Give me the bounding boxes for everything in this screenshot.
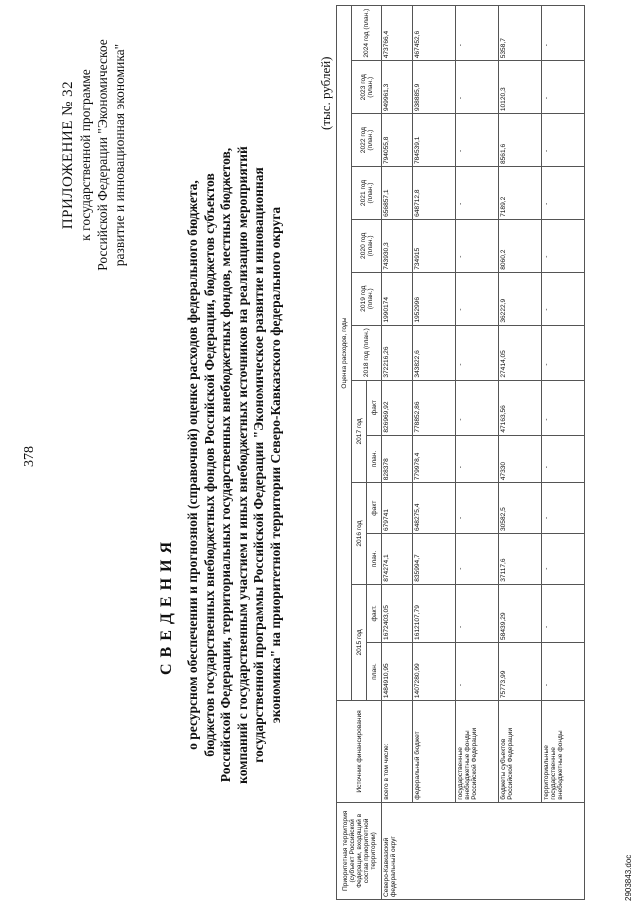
value-cell: 828378 (382, 435, 413, 483)
header-2016: 2016 год (352, 483, 367, 585)
value-cell: 372216,26 (382, 325, 413, 380)
value-cell: 648275,4 (413, 483, 456, 534)
value-cell: 8060,2 (499, 219, 542, 272)
value-cell: - (456, 483, 499, 534)
value-cell: 1407280,99 (413, 642, 456, 700)
page-number: 378 (22, 446, 37, 467)
value-cell: 794055,8 (382, 114, 413, 167)
value-cell: 835994,7 (413, 534, 456, 585)
value-cell: - (542, 584, 585, 642)
header-2017: 2017 год (352, 380, 367, 483)
value-cell: - (542, 642, 585, 700)
value-cell: 1990174 (382, 272, 413, 325)
value-cell: - (456, 325, 499, 380)
appendix-line: к государственной программе (78, 69, 93, 241)
table-row (382, 6, 413, 900)
value-cell: 743930,3 (382, 219, 413, 272)
header-2018: 2018 год (план.) (352, 325, 382, 380)
value-cell: 5358,7 (499, 6, 542, 61)
value-cell: - (542, 435, 585, 483)
header-2024: 2024 год (план.) (352, 6, 382, 61)
value-cell: 1484910,95 (382, 642, 413, 700)
header-2019: 2019 год (план.) (352, 272, 382, 325)
value-cell: 8561,6 (499, 114, 542, 167)
value-cell: - (456, 534, 499, 585)
source-cell: территориальные государственные внебюджетные фонды (542, 701, 585, 803)
value-cell: - (542, 272, 585, 325)
value-cell: - (542, 114, 585, 167)
header-fact: факт (367, 483, 382, 534)
subtitle-line: государственной программы Российской Федерации "Экономическое развитие и инновационная (251, 167, 266, 763)
value-cell: 779978,4 (413, 435, 456, 483)
value-cell: - (542, 380, 585, 435)
header-source: Источник финансирования (337, 701, 382, 803)
header-plan: план. (367, 534, 382, 585)
value-cell: 648712,8 (413, 167, 456, 220)
value-cell: 37117,6 (499, 534, 542, 585)
value-cell: 343822,6 (413, 325, 456, 380)
value-cell: - (542, 325, 585, 380)
units-label: (тыс. рублей) (318, 56, 333, 130)
document-heading: СВЕДЕНИЯ (158, 535, 175, 675)
header-plan: план. (367, 435, 382, 483)
header-plan: план. (367, 642, 382, 700)
value-cell: 30582,5 (499, 483, 542, 534)
source-cell: государственные внебюджетные фонды Российской Федерации (456, 701, 499, 803)
value-cell: 1952996 (413, 272, 456, 325)
value-cell: - (456, 380, 499, 435)
value-cell: 938885,9 (413, 61, 456, 114)
value-cell: - (456, 435, 499, 483)
table-body (382, 6, 585, 900)
value-cell: - (542, 219, 585, 272)
value-cell: - (456, 61, 499, 114)
source-cell: всего в том числе: (382, 701, 413, 803)
header-fact: факт (367, 380, 382, 435)
value-cell: 1612107,79 (413, 584, 456, 642)
table-header-row (337, 6, 352, 900)
value-cell: 27414,05 (499, 325, 542, 380)
value-cell: - (542, 167, 585, 220)
value-cell: - (542, 483, 585, 534)
table-row (413, 6, 456, 900)
value-cell: 75773,99 (499, 642, 542, 700)
table-row (499, 6, 542, 900)
value-cell: - (456, 167, 499, 220)
appendix-line: Российской Федерации "Экономическое (95, 39, 110, 271)
value-cell: 1672403,05 (382, 584, 413, 642)
header-fact: факт. (367, 584, 382, 642)
value-cell: 58439,29 (499, 584, 542, 642)
subtitle-line: бюджетов государственных внебюджетных фондов Российской Федерации, бюджетов субъектов (201, 173, 217, 757)
value-cell: 784539,1 (413, 114, 456, 167)
value-cell: 47330 (499, 435, 542, 483)
appendix-block (60, 5, 128, 305)
value-cell: 7189,2 (499, 167, 542, 220)
document-subtitle (185, 115, 284, 815)
header-territory: Приоритетная территория (субъект Российской Федерации, входящий в состав приоритетной территории) (337, 802, 382, 899)
value-cell: 949961,3 (382, 61, 413, 114)
value-cell: 874274,1 (382, 534, 413, 585)
source-cell: бюджеты субъектов Российской Федерации (499, 701, 542, 803)
subtitle-line: экономика" на приоритетной территории Северо-Кавказского федерального округа (267, 206, 283, 724)
value-cell: 826969,92 (382, 380, 413, 435)
territory-cell: Северо-Кавказский федеральный округ (382, 802, 585, 899)
header-2023: 2023 год (план.) (352, 61, 382, 114)
appendix-line: развитие и инновационная экономика" (112, 43, 127, 267)
value-cell: - (542, 61, 585, 114)
value-cell: 36222,9 (499, 272, 542, 325)
value-cell: - (456, 642, 499, 700)
header-2020: 2020 год (план.) (352, 219, 382, 272)
header-2015: 2015 год (352, 584, 367, 700)
value-cell: 778852,86 (413, 380, 456, 435)
subtitle-line: о ресурсном обеспечении и прогнозной (справочной) оценке расходов федерального бюджета, (185, 180, 200, 750)
value-cell: - (456, 584, 499, 642)
value-cell: 47163,56 (499, 380, 542, 435)
value-cell: 679741 (382, 483, 413, 534)
value-cell: 10120,3 (499, 61, 542, 114)
header-group: Оценка расходов, годы (337, 6, 352, 701)
table-row (542, 6, 585, 900)
value-cell: - (542, 534, 585, 585)
value-cell: 467452,6 (413, 6, 456, 61)
value-cell: 734915 (413, 219, 456, 272)
expenditure-table (336, 5, 585, 900)
value-cell: - (542, 6, 585, 61)
value-cell: - (456, 6, 499, 61)
value-cell: - (456, 272, 499, 325)
subtitle-line: Российской Федерации, территориальных государственных внебюджетных фондов, местных бюджетов, (218, 147, 233, 783)
value-cell: 656857,1 (382, 167, 413, 220)
table-row (456, 6, 499, 900)
value-cell: 473766,4 (382, 6, 413, 61)
value-cell: - (456, 114, 499, 167)
header-2021: 2021 год (план.) (352, 167, 382, 220)
header-2022: 2022 год (план.) (352, 114, 382, 167)
file-footer: 2903843.doc (624, 854, 633, 901)
appendix-title: ПРИЛОЖЕНИЕ № 32 (60, 80, 76, 230)
value-cell: - (456, 219, 499, 272)
source-cell: федеральный бюджет (413, 701, 456, 803)
subtitle-line: компаний с государственным участием и иных внебюджетных источников на реализацию мероприятий (234, 146, 250, 784)
